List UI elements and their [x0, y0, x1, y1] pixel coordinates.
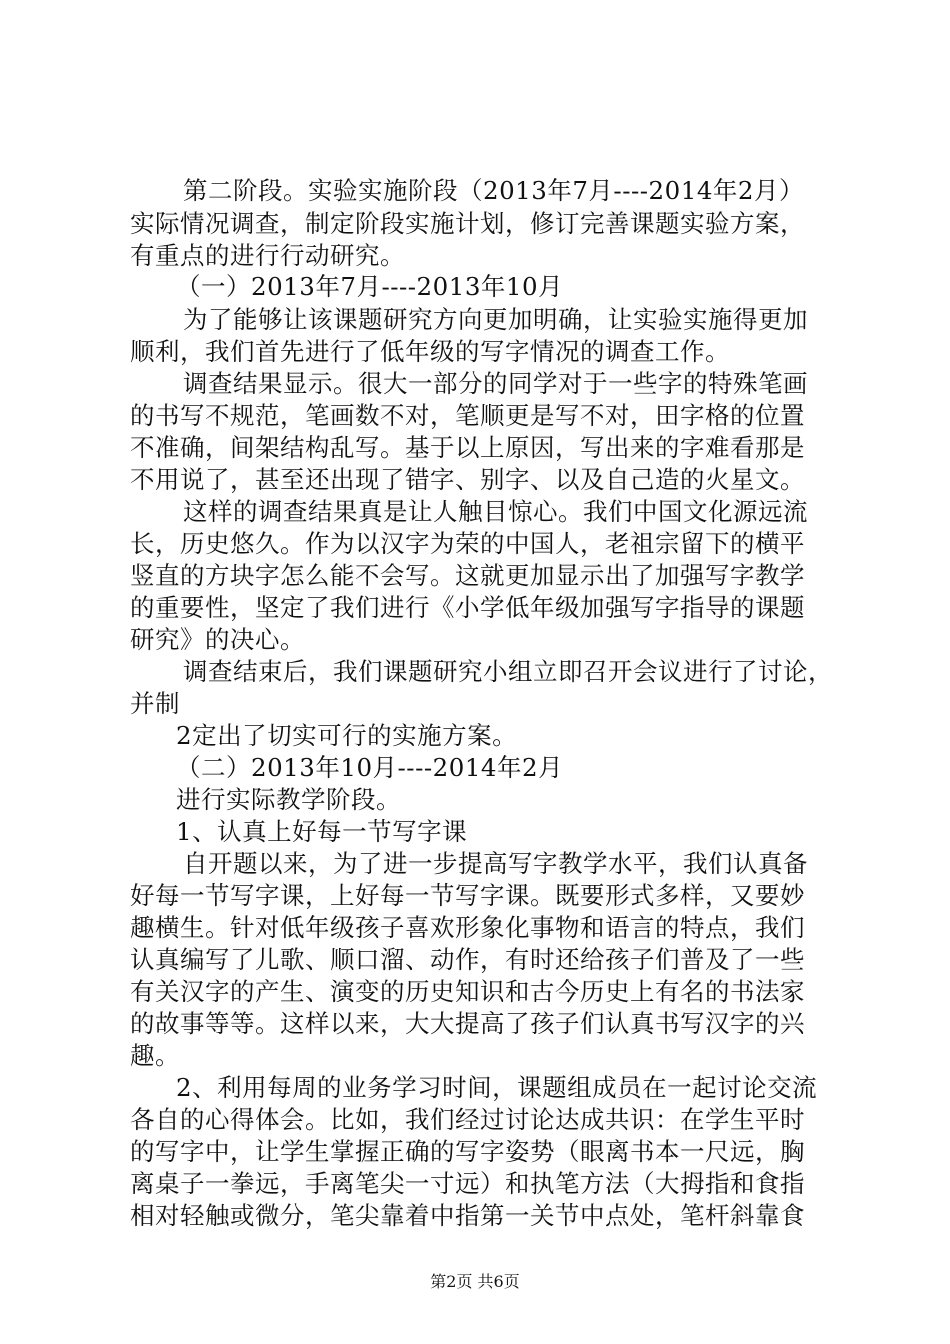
text-line: 顺利，我们首先进行了低年级的写字情况的调查工作。	[130, 337, 730, 366]
text-line: 相对轻触或微分，笔尖靠着中指第一关节中点处，笔杆斜靠食	[130, 1201, 805, 1230]
text-line: 第二阶段。实验实施阶段（2013年7月----2014年2月）	[183, 176, 804, 205]
text-line: 并制	[130, 689, 180, 718]
text-line: 不用说了，甚至还出现了错字、别字、以及自己造的火星文。	[130, 465, 805, 494]
text-line: 好每一节写字课，上好每一节写字课。既要形式多样，又要妙	[130, 881, 805, 910]
text-line: 的书写不规范，笔画数不对，笔顺更是写不对，田字格的位置	[130, 401, 805, 430]
text-line: 调查结束后，我们课题研究小组立即召开会议进行了讨论，	[183, 657, 833, 686]
text-line: 有关汉字的产生、演变的历史知识和古今历史上有名的书法家	[130, 977, 805, 1006]
subsection-heading: 1、认真上好每一节写字课	[176, 817, 468, 846]
text-line: 2、利用每周的业务学习时间，课题组成员在一起讨论交流	[176, 1073, 818, 1102]
text-line: 为了能够让该课题研究方向更加明确，让实验实施得更加	[183, 305, 808, 334]
text-line: 竖直的方块字怎么能不会写。这就更加显示出了加强写字教学	[130, 561, 805, 590]
text-line: 调查结果显示。很大一部分的同学对于一些字的特殊笔画	[183, 369, 808, 398]
section-heading: （一）2013年7月----2013年10月	[176, 272, 564, 301]
text-line: 认真编写了儿歌、顺口溜、动作，有时还给孩子们普及了一些	[130, 945, 805, 974]
text-line: 进行实际教学阶段。	[176, 785, 401, 814]
text-line: 离桌子一拳远，手离笔尖一寸远）和执笔方法（大拇指和食指	[130, 1169, 805, 1198]
text-line: 各自的心得体会。比如，我们经过讨论达成共识：在学生平时	[130, 1105, 805, 1134]
text-line: 的写字中，让学生掌握正确的写字姿势（眼离书本一尺远，胸	[130, 1137, 805, 1166]
text-line: 研究》的决心。	[130, 625, 305, 654]
text-line: 长，历史悠久。作为以汉字为荣的中国人，老祖宗留下的横平	[130, 529, 805, 558]
text-line: 趣。	[130, 1041, 180, 1070]
page-footer: 第2页 共6页	[430, 1272, 520, 1291]
text-line: 不准确，间架结构乱写。基于以上原因，写出来的字难看那是	[130, 433, 805, 462]
text-line: 2定出了切实可行的实施方案。	[176, 721, 518, 750]
section-heading: （二）2013年10月----2014年2月	[176, 753, 564, 782]
text-line: 实际情况调查，制定阶段实施计划，修订完善课题实验方案，	[130, 209, 805, 238]
text-line: 有重点的进行行动研究。	[130, 241, 405, 270]
text-line: 自开题以来，为了进一步提高写字教学水平，我们认真备	[183, 849, 808, 878]
text-line: 的重要性，坚定了我们进行《小学低年级加强写字指导的课题	[130, 593, 805, 622]
text-line: 这样的调查结果真是让人触目惊心。我们中国文化源远流	[183, 497, 808, 526]
text-line: 的故事等等。这样以来，大大提高了孩子们认真书写汉字的兴	[130, 1009, 805, 1038]
text-line: 趣横生。针对低年级孩子喜欢形象化事物和语言的特点，我们	[130, 913, 805, 942]
